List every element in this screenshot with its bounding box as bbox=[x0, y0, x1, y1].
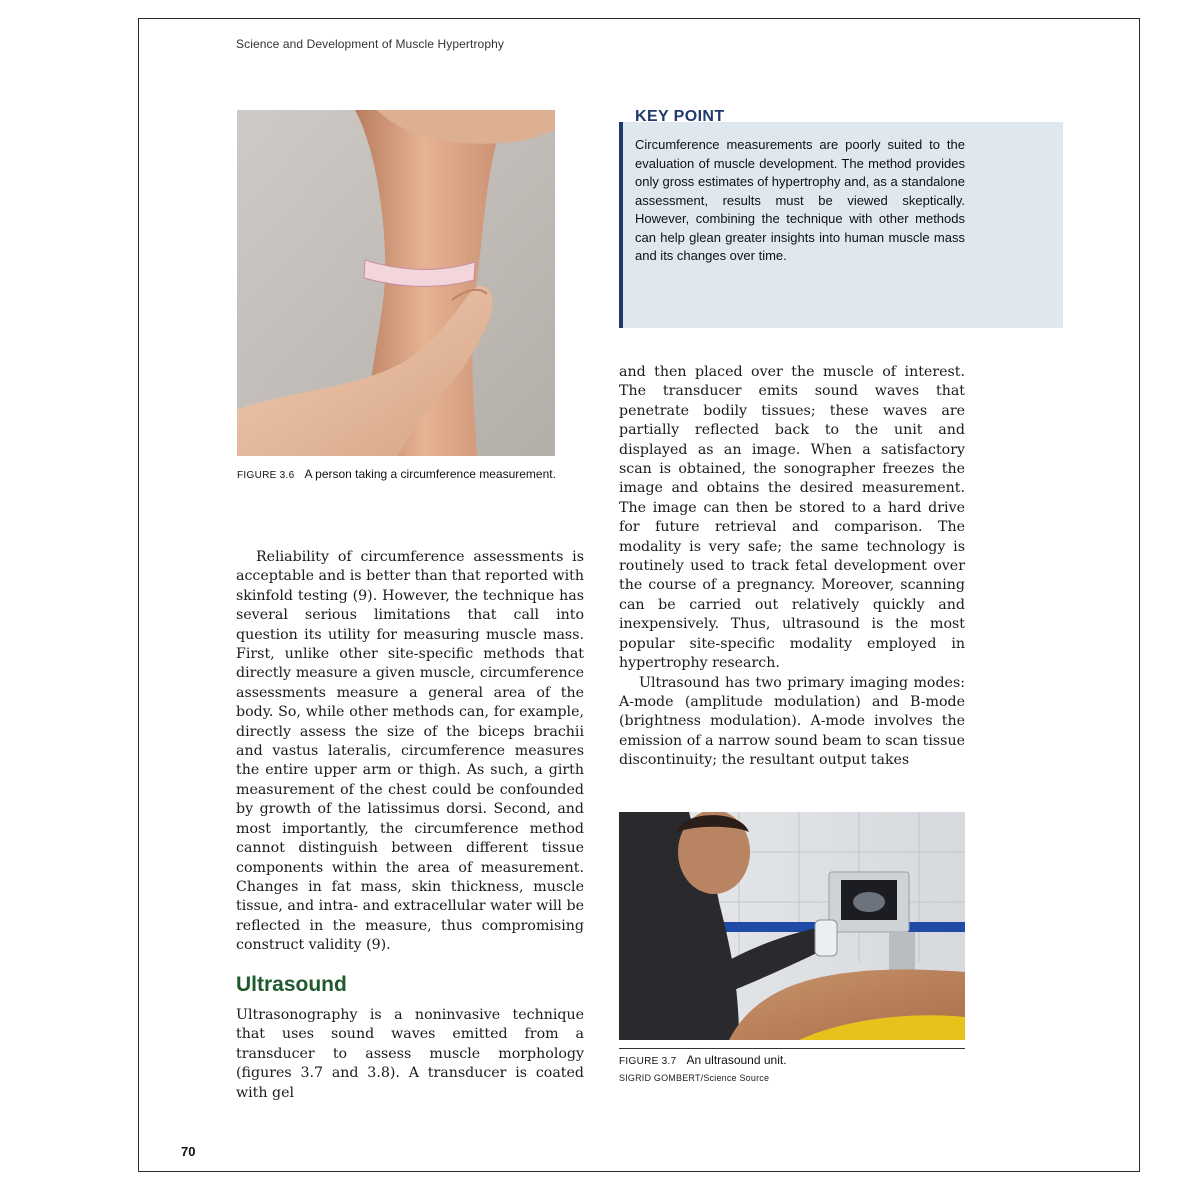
figure-3-6-number: FIGURE 3.6 bbox=[237, 470, 295, 481]
ultrasound-intro bbox=[236, 1006, 584, 1103]
ultrasound-photo-illustration bbox=[619, 812, 965, 1040]
left-column-body bbox=[236, 548, 584, 956]
key-point-box bbox=[619, 106, 1059, 328]
figure-3-7-caption bbox=[619, 1053, 965, 1069]
key-point-text: Circumference measurements are poorly suited to the evaluation of muscle development. The method provides only gross estimates of hypertrophy and, as a standalone assessment, results must be viewed skeptically. However, combining the technique with other methods can help glean greater insights into human muscle mass and its changes over time. bbox=[635, 137, 965, 263]
figure-3-6-caption bbox=[237, 467, 582, 483]
transducer-paragraph: and then placed over the muscle of interest. The transducer emits sound waves that penetrate bodily tissues; these waves are partially reflected back to the unit and displayed as an image. When a satisfactory scan is obtained, the sonographer freezes the image and obtains the desired measurement. The image can then be stored to a hard drive for future retrieval and comparison. The modality is very safe; the same technology is routinely used to track fetal development over the course of a pregnancy. Moreover, scanning can be carried out relatively quickly and inexpensively. Thus, ultrasound is the most popular site-specific modality employed in hypertrophy research. bbox=[619, 364, 965, 672]
figure-3-7-rule bbox=[619, 1048, 965, 1049]
imaging-modes-paragraph: Ultrasound has two primary imaging modes: A-mode (amplitude modulation) and B-mode (brightness modulation). A-mode involves the emission of a narrow sound beam to scan tissue discontinuity; the resultant output takes bbox=[619, 674, 965, 769]
ultrasound-heading: Ultrasound bbox=[236, 973, 347, 996]
circumference-reliability-paragraph: Reliability of circumference assessments is acceptable and is better than that reported with skinfold testing (9). However, the technique has several serious limitations that call into question its utility for measuring muscle mass. First, unlike other site-specific methods that directly measure a given muscle, circumference assessments measure a general area of the body. So, while other methods can, for example, directly assess the size of the biceps brachii and vastus lateralis, circumference measures the entire upper arm or thigh. As such, a girth measurement of the chest could be confounded by growth of the latissimus dorsi. Second, and most importantly, the circumference method cannot distinguish between different tissue components within the area of measurement. Changes in fat mass, skin thickness, muscle tissue, and intra- and extracellular water will be reflected in the measure, thus compromising construct validity (9). bbox=[236, 549, 584, 954]
figure-3-6-photo bbox=[237, 110, 555, 456]
figure-3-7-credit: SIGRID GOMBERT/Science Source bbox=[619, 1073, 770, 1083]
figure-3-7-photo bbox=[619, 812, 965, 1040]
figure-3-7-caption-text: An ultrasound unit. bbox=[686, 1053, 787, 1067]
key-point-title: KEY POINT bbox=[635, 108, 725, 125]
circumference-photo-illustration bbox=[237, 110, 555, 456]
ultrasound-intro-paragraph: Ultrasonography is a noninvasive technique that uses sound waves emitted from a transducer to assess muscle morphology (figures 3.7 and 3.8). A transducer is coated with gel bbox=[236, 1007, 584, 1101]
figure-3-6-caption-text: A person taking a circumference measurement. bbox=[304, 467, 556, 481]
figure-3-7-number: FIGURE 3.7 bbox=[619, 1056, 677, 1067]
right-column-body bbox=[619, 363, 965, 771]
running-head: Science and Development of Muscle Hypertrophy bbox=[236, 37, 504, 51]
page-number: 70 bbox=[181, 1144, 196, 1159]
